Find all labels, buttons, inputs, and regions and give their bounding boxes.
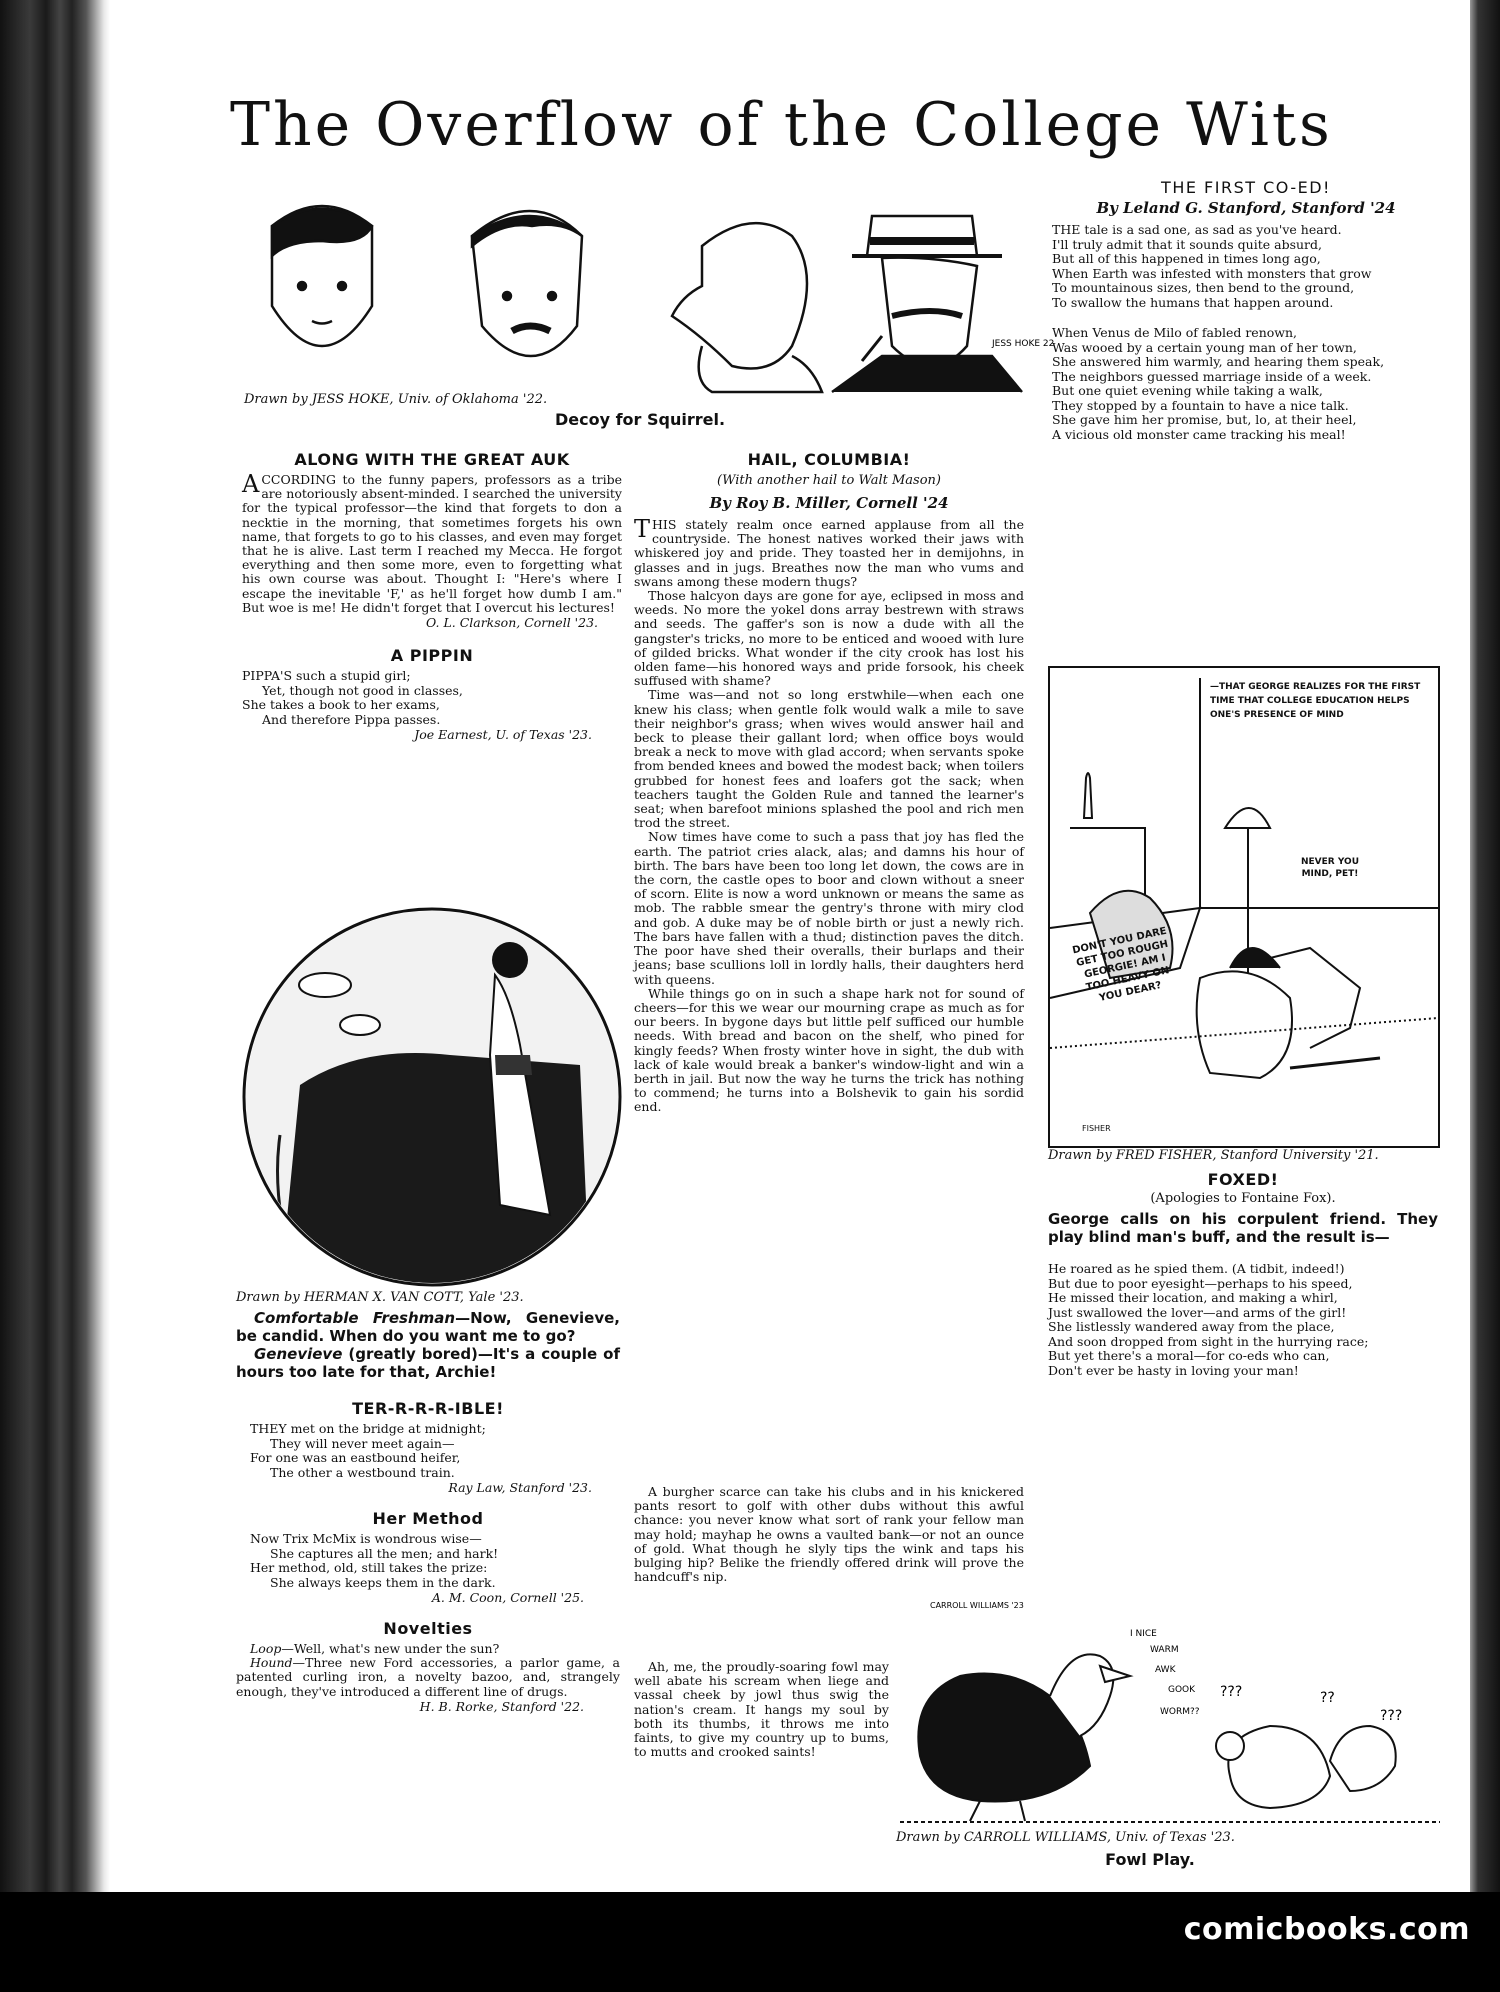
- pippin-heading: A PIPPIN: [390, 646, 474, 666]
- foxed-line: But due to poor eyesight—perhaps to his speed,: [1048, 1275, 1353, 1291]
- faces-caption: Decoy for Squirrel.: [554, 410, 726, 429]
- her-method-line: She captures all the men; and hark!: [270, 1545, 499, 1561]
- fowl-sound: I NICE: [1130, 1629, 1157, 1639]
- fowl-sound: AWK: [1155, 1665, 1176, 1675]
- coed-line: Was wooed by a certain young man of her town,: [1052, 339, 1357, 355]
- great-auk-text: ACCORDING to the funny papers, professors as a tribe are notoriously absent-minded. I searched the university for the typical professor—the kind that forgets to don a necktie in the morning, that sometimes forgets his own name, that forgets to go to his classes, and even may forget that he is alive. Last term I reached my Mecca. He forgot everything and then some more, even to forgetting what his own course was about. Thought I: "Here's where I escape the inevitable 'F,' as he'll forget how dumb I am." But woe is me! He didn't forget that I overcut his lectures!: [242, 470, 622, 615]
- coed-line: THE tale is a sad one, as sad as you've heard.: [1052, 222, 1342, 237]
- first-coed-byline: By Leland G. Stanford, Stanford '24: [1096, 199, 1396, 217]
- hail-columbia-byline: By Roy B. Miller, Cornell '24: [709, 494, 949, 512]
- foxed-section: [1048, 1170, 1438, 1378]
- her-method-heading: Her Method: [372, 1509, 484, 1528]
- fowl-play-cartoon: [900, 1586, 1440, 1826]
- coed-line: But one quiet evening while taking a walk,: [1052, 383, 1323, 398]
- foxed-poem: [1048, 1262, 1438, 1378]
- book-spine-edge: [0, 0, 110, 1992]
- coed-line: I'll truly admit that it sounds quite absurd,: [1052, 236, 1322, 252]
- terrible-heading: TER-R-R-R-IBLE!: [352, 1399, 504, 1418]
- foxed-line: Just swallowed the lover—and arms of the girl!: [1048, 1304, 1347, 1320]
- hail-paragraph: THIS stately realm once earned applause from all the countryside. The honest natives worked their jaws with whiskered joy and pride. They toasted her in demijohns, in glasses and in jugs. Breathes now the man who vums and swans among these modern thugs?: [634, 515, 1024, 589]
- first-coed-stanza-2: [1052, 326, 1440, 442]
- terrible-signature: Ray Law, Stanford '23.: [448, 1480, 592, 1495]
- fowl-sound: WORM??: [1160, 1707, 1200, 1717]
- george-narration: —THAT GEORGE REALIZES FOR THE FIRST TIME THAT COLLEGE EDUCATION HELPS ONE'S PRESENCE OF MIND: [1210, 682, 1421, 720]
- faces-illustration: [232, 186, 1055, 392]
- hail-paragraph: A burgher scarce can take his clubs and in his knickered pants resort to golf with other dubs without this awful chance: you never know what sort of rank your fellow man may hold; mayhap he owns a vaulted bank—or not an ounce of gold. What though he slyly tips the wink and taps his bulging hip? Belike the friendly offered drink will prove the handcuff's nip.: [634, 1484, 1024, 1585]
- fowl-caption: Fowl Play.: [1105, 1850, 1195, 1869]
- george-cartoon: [1048, 666, 1440, 1148]
- left-column-lower: [236, 1290, 620, 1714]
- fowl-credit: Drawn by CARROLL WILLIAMS, Univ. of Texas '23.: [896, 1830, 1235, 1845]
- coed-line: To swallow the humans that happen around.: [1052, 294, 1334, 310]
- hail-columbia-heading: HAIL, COLUMBIA!: [747, 450, 911, 469]
- page-title: The Overflow of the College Wits: [230, 90, 1333, 160]
- foxed-subtitle: (Apologies to Fontaine Fox).: [1150, 1191, 1336, 1206]
- coed-line: They stopped by a fountain to have a nice talk.: [1052, 397, 1349, 413]
- novelties-signature: H. B. Rorke, Stanford '22.: [419, 1698, 584, 1714]
- novelties-heading: Novelties: [383, 1619, 473, 1638]
- circle-illustration: [240, 905, 625, 1290]
- foxed-line: And soon dropped from sight in the hurrying race;: [1048, 1333, 1369, 1349]
- chick-question: ??: [1320, 1690, 1335, 1706]
- her-method-line: Now Trix McMix is wondrous wise—: [250, 1531, 482, 1546]
- great-auk-heading: ALONG WITH THE GREAT AUK: [294, 450, 570, 469]
- hail-paragraph: Ah, me, the proudly-soaring fowl may well abate his scream when liege and vassal cheek by jowl thus swig the nation's cream. It hangs my soul by both its thumbs, it throws me into faints, to give my country up to bums, to mutts and crooked saints!: [634, 1659, 889, 1760]
- coed-line: She gave him her promise, but, lo, at their heel,: [1052, 412, 1357, 427]
- terrible-line: THEY met on the bridge at midnight;: [250, 1421, 486, 1436]
- watermark: comicbooks.com: [1183, 1912, 1470, 1947]
- hail-columbia-subtitle: (With another hail to Walt Mason): [717, 473, 941, 488]
- middle-column-lower: [634, 1485, 1024, 1584]
- her-method-poem: [236, 1532, 620, 1590]
- coed-line: A vicious old monster came tracking his meal!: [1052, 426, 1346, 442]
- george-bubble-him: NEVER YOU MIND, PET!: [1300, 857, 1359, 879]
- middle-column-bottom: [634, 1660, 889, 1759]
- hail-paragraph: Now times have come to such a pass that joy has fled the earth. The patriot cries alack, alas; and damns his hour of birth. The bars have been too long let down, the cows are in the corn, the castle opes to boor and clown without a sneer of scorn. Elite is now a word unknown or means the same as mob. The rabble smear the gentry's throne with miry clod and gob. A duke may be of noble birth or just a newly rich. The bars have fallen with a thud; distinction paves the ditch. The poor have shed their overalls, their burlaps and their jeans; base scullions loll in lordly halls, their daughters herd with queens.: [634, 829, 1024, 987]
- her-method-signature: A. M. Coon, Cornell '25.: [431, 1590, 584, 1605]
- hail-paragraph: Those halcyon days are gone for aye, eclipsed in moss and weeds. No more the yokel dons array bestrewn with straws and seeds. The gaffer's son is now a dude with all the gangster's tricks, no more to be enticed and wooed with lure of gilded bricks. What wonder if the city crook has lost his olden fame—his honored ways and pride forsook, his cheek suffused with shame?: [634, 588, 1024, 689]
- coed-line: But all of this happened in times long ago,: [1052, 251, 1321, 266]
- dialogue: [236, 1309, 620, 1381]
- dialogue-line-2: [236, 1345, 620, 1381]
- speaker-freshman: Comfortable Freshman: [254, 1309, 456, 1327]
- chick-question: ???: [1220, 1684, 1243, 1700]
- fowl-sound: GOOK: [1168, 1685, 1196, 1695]
- fowl-signature: CARROLL WILLIAMS '23: [930, 1601, 1024, 1610]
- dialogue-line-1: [236, 1309, 620, 1345]
- speaker-hound: Hound: [250, 1655, 293, 1671]
- speaker-genevieve: Genevieve: [254, 1345, 343, 1363]
- her-method-line: She always keeps them in the dark.: [270, 1574, 496, 1590]
- circle-credit: Drawn by HERMAN X. VAN COTT, Yale '23.: [236, 1290, 524, 1305]
- terrible-poem: [236, 1422, 620, 1480]
- freshman-line: —Now, Genevieve, be candid. When do you want me to go?: [236, 1309, 620, 1345]
- coed-line: She answered him warmly, and hearing them speak,: [1052, 354, 1385, 369]
- middle-column: [634, 450, 1024, 1115]
- george-credit: Drawn by FRED FISHER, Stanford University '21.: [1048, 1148, 1379, 1163]
- pippin-signature: Joe Earnest, U. of Texas '23.: [414, 727, 592, 743]
- terrible-line: The other a westbound train.: [270, 1464, 455, 1480]
- george-signature: FISHER: [1082, 1124, 1111, 1133]
- pippin-line: And therefore Pippa passes.: [262, 711, 441, 727]
- her-method-line: Her method, old, still takes the prize:: [250, 1560, 488, 1575]
- book-right-edge: [1470, 0, 1500, 1992]
- left-column: [242, 450, 622, 742]
- foxed-intro: George calls on his corpulent friend. They play blind man's buff, and the result is—: [1048, 1210, 1438, 1246]
- foxed-line: She listlessly wandered away from the place,: [1048, 1319, 1335, 1334]
- loop-line: —Well, what's new under the sun?: [281, 1641, 500, 1656]
- pippin-line: Yet, though not good in classes,: [262, 682, 463, 698]
- speaker-loop: Loop: [250, 1641, 282, 1656]
- george-bubble-her: DON'T YOU DARE GET TOO ROUGH GEORGIE! AM I TOO HEAVY ON YOU DEAR?: [1071, 925, 1171, 1004]
- great-auk-signature: O. L. Clarkson, Cornell '23.: [425, 615, 598, 631]
- hail-paragraph: While things go on in such a shape hark not for sound of cheers—for this we wear our mourning crape as much as for our beers. In bygone days but little pelf sufficed our humble needs. With bread and bacon on the shelf, who pined for kingly feeds? When frosty winter hove in sight, the dub with lack of kale would break a banker's window-light and win a berth in jail. But now the way he turns the trick has nothing to commend; he turns into a Bolshevik to gain his sordid end.: [634, 985, 1024, 1115]
- faces-signature: JESS HOKE 22: [992, 339, 1055, 349]
- novelties-text: [236, 1642, 620, 1699]
- pippin-line: PIPPA'S such a stupid girl;: [242, 668, 411, 684]
- chick-question: ???: [1380, 1708, 1403, 1724]
- right-column: [1052, 178, 1440, 442]
- pippin-line: She takes a book to her exams,: [242, 697, 440, 713]
- fowl-sound: WARM: [1150, 1645, 1179, 1655]
- genevieve-line: (greatly bored)—It's a couple of hours too late for that, Archie!: [236, 1345, 620, 1381]
- hail-paragraph: Time was—and not so long erstwhile—when each one knew his class; when gentle folk would walk a mile to save their neighbor's grass; when wives would answer hail and beck to please their gallant lord; when office boys would break a neck to move with glad accord; when servants spoke from bended knees and bowed the modest back; when toilers grubbed for honest fees and loafers got the sack; when teachers taught the Golden Rule and tanned the learner's seat; when barefoot minions splashed the pool and rich men trod the street.: [634, 687, 1025, 831]
- foxed-line: Don't ever be hasty in loving your man!: [1048, 1362, 1299, 1378]
- coed-line: When Venus de Milo of fabled renown,: [1052, 325, 1298, 340]
- coed-line: When Earth was infested with monsters that grow: [1052, 265, 1372, 281]
- pippin-poem: [242, 669, 622, 727]
- foxed-heading: FOXED!: [1207, 1170, 1279, 1189]
- coed-line: To mountainous sizes, then bend to the ground,: [1052, 280, 1355, 295]
- terrible-line: They will never meet again—: [270, 1435, 455, 1451]
- foxed-line: He roared as he spied them. (A tidbit, indeed!): [1048, 1261, 1345, 1276]
- first-coed-heading: THE FIRST CO-ED!: [1161, 178, 1331, 197]
- coed-line: The neighbors guessed marriage inside of a week.: [1052, 368, 1372, 384]
- hound-line: —Three new Ford accessories, a parlor game, a patented curling iron, a novelty bazoo, and, strangely enough, they've introduced a different line of drugs.: [236, 1655, 620, 1699]
- first-coed-stanza-1: [1052, 223, 1440, 310]
- terrible-line: For one was an eastbound heifer,: [250, 1450, 461, 1465]
- foxed-line: But yet there's a moral—for co-eds who can,: [1048, 1348, 1330, 1363]
- faces-credit: Drawn by JESS HOKE, Univ. of Oklahoma '22.: [244, 392, 548, 407]
- foxed-line: He missed their location, and making a whirl,: [1048, 1290, 1338, 1305]
